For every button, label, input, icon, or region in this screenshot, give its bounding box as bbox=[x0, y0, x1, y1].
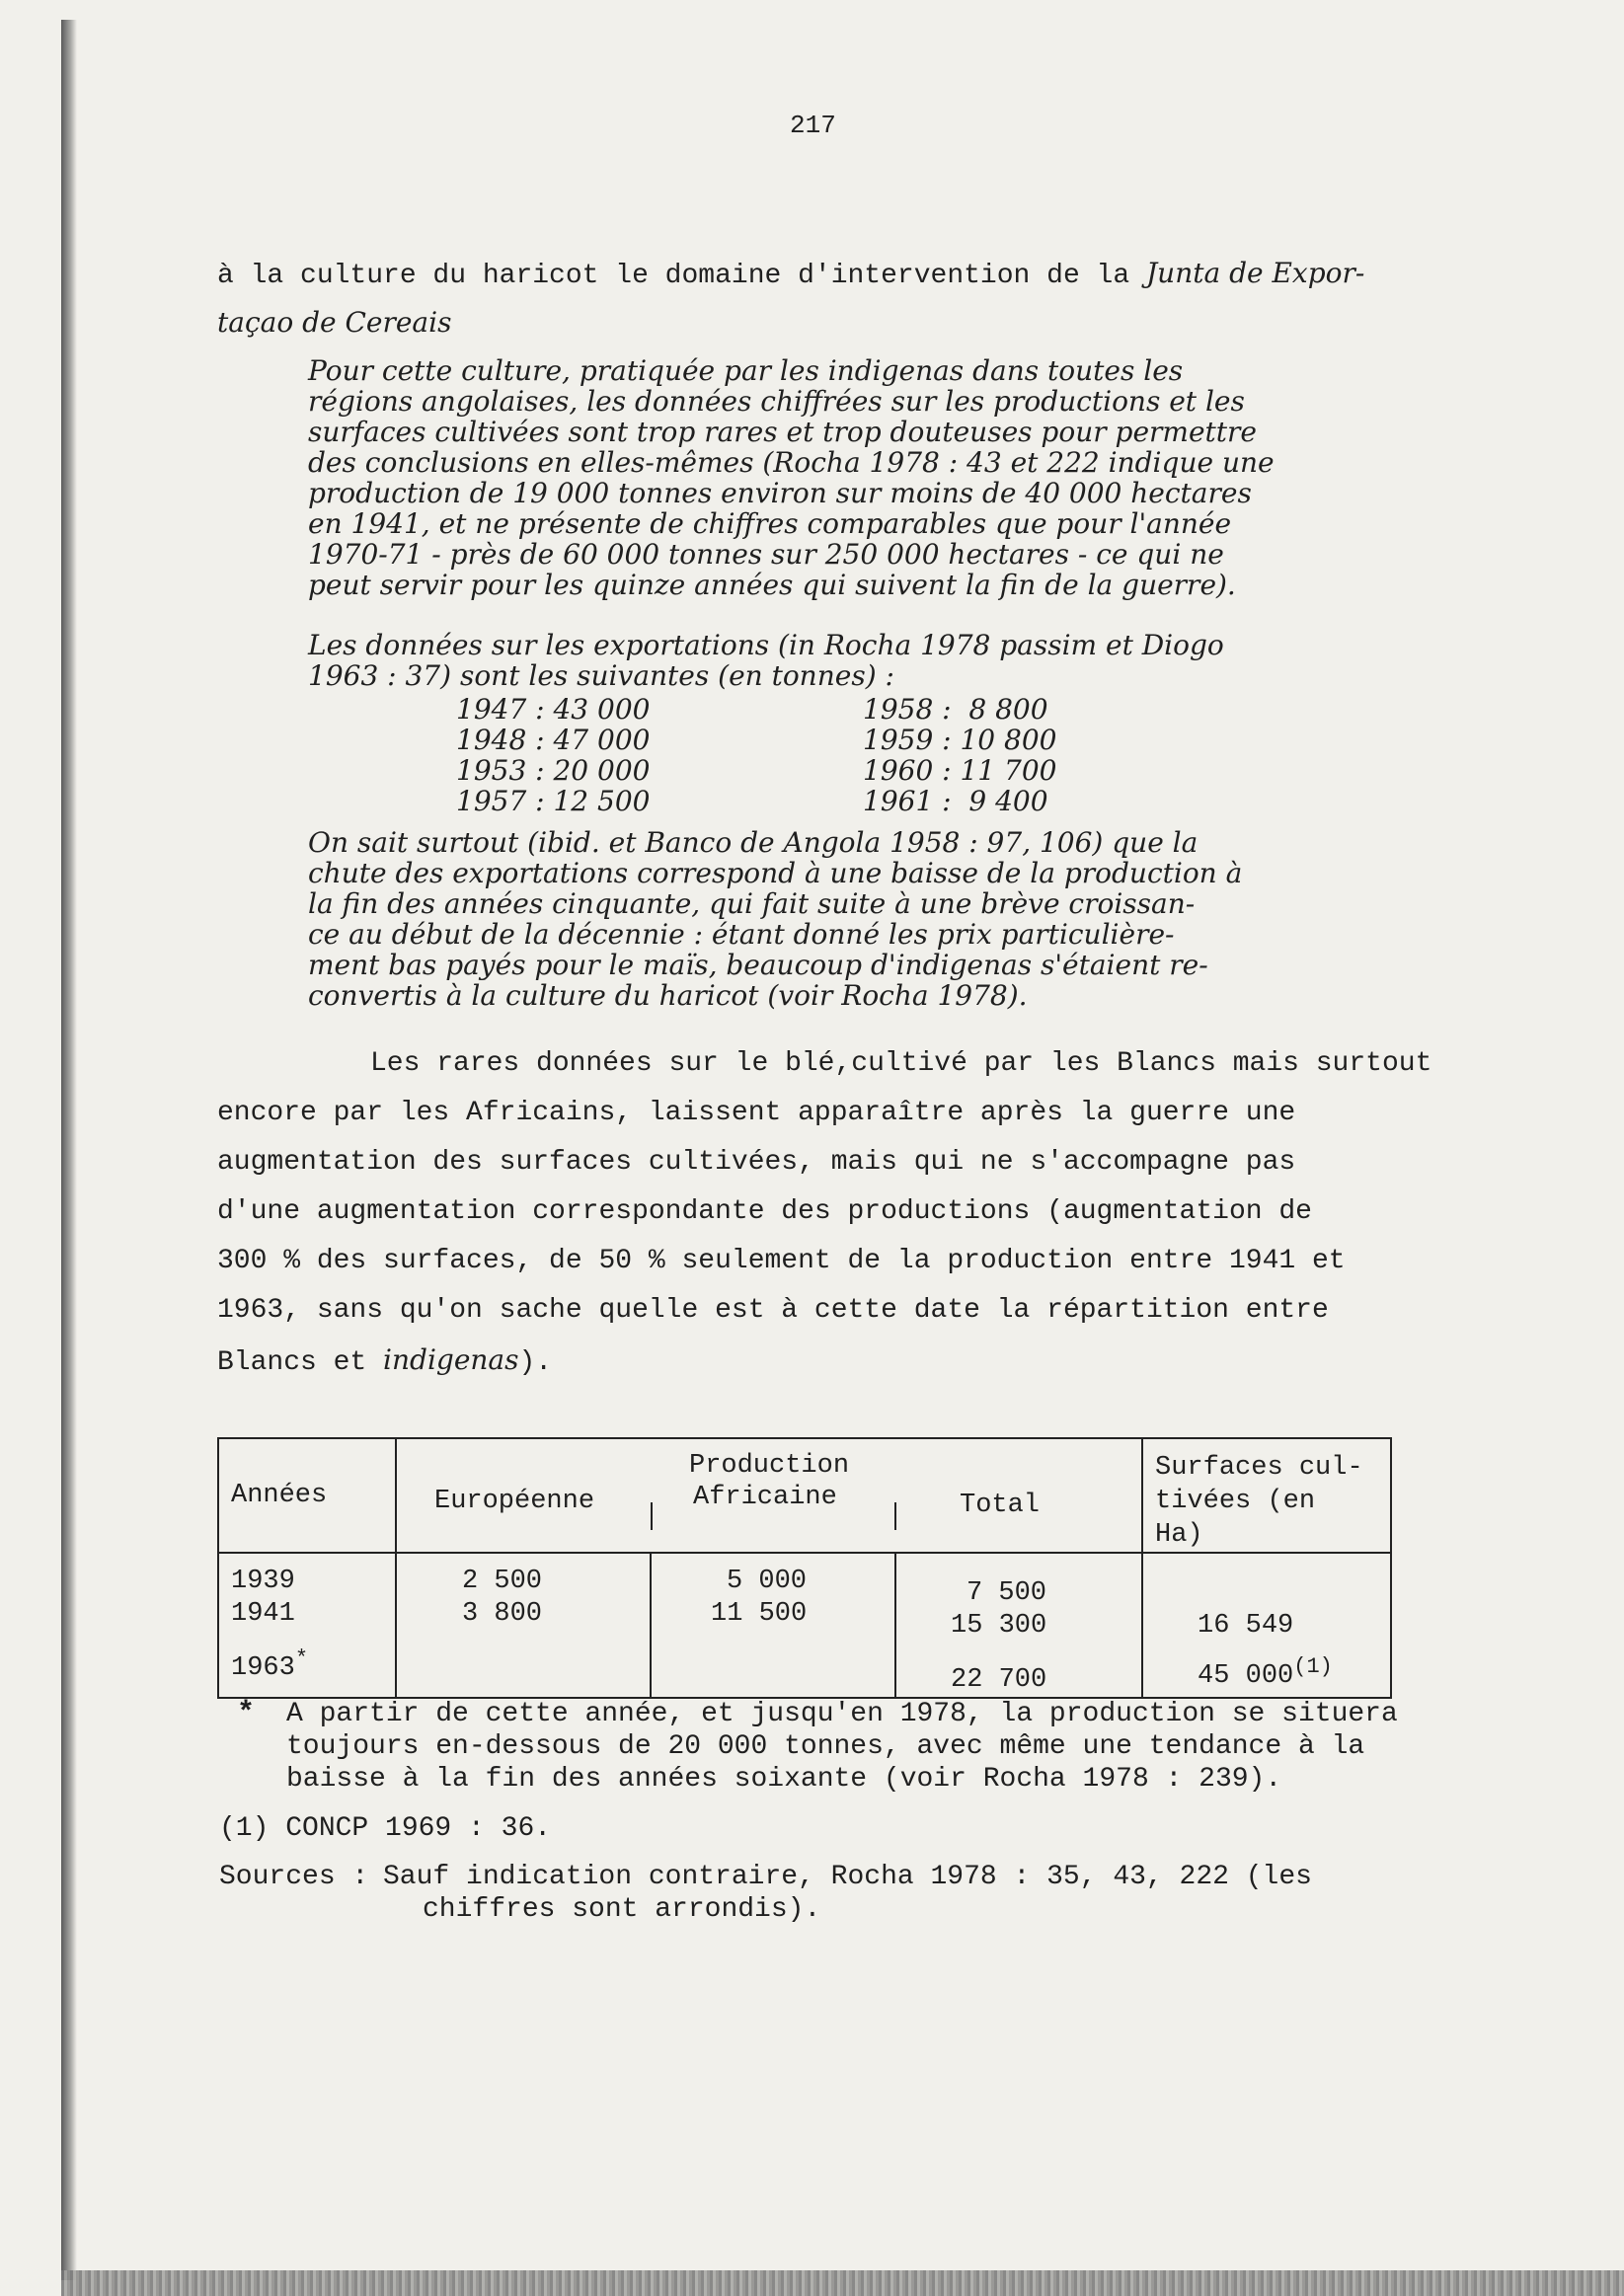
scan-left-shadow bbox=[61, 20, 77, 2280]
paragraph-text: Blancs et bbox=[217, 1347, 384, 1378]
export-entry: 1948 : 47 000 bbox=[456, 724, 651, 756]
quote-line: 1970-71 - près de 60 000 tonnes sur 250 000 hectares - ce qui ne bbox=[308, 538, 1224, 571]
cell-afr: 11 500 bbox=[711, 1599, 808, 1629]
paragraph-text: ). bbox=[518, 1347, 553, 1378]
cell-year: 1939 bbox=[231, 1567, 295, 1596]
quote-line: ce au début de la décennie : étant donné les prix particulière- bbox=[308, 918, 1175, 951]
quote-line: chute des exportations correspond à une baisse de la production à bbox=[308, 857, 1243, 889]
quote-line: On sait surtout (ibid. et Banco de Angola 1958 : 97, 106) que la bbox=[308, 826, 1199, 859]
export-entry: 1958 : 8 800 bbox=[863, 693, 1048, 726]
sources-text bbox=[383, 1861, 1312, 1926]
header-production: Production bbox=[689, 1451, 850, 1481]
header-divider bbox=[651, 1502, 653, 1530]
quote-line: peut servir pour les quinze années qui suivent la fin de la guerre). bbox=[308, 569, 1236, 601]
exports-left-column bbox=[456, 694, 650, 816]
paragraph-line: augmentation des surfaces cultivées, mais qui ne s'accompagne pas bbox=[217, 1147, 1296, 1178]
footnote-star-text bbox=[286, 1698, 1398, 1796]
export-entry: 1947 : 43 000 bbox=[456, 693, 651, 726]
footnote-line: baisse à la fin des années soixante (voir Rocha 1978 : 239). bbox=[286, 1764, 1282, 1795]
quote-line: Les données sur les exportations (in Rocha 1978 passim et Diogo bbox=[308, 629, 1224, 661]
cell-total: 7 500 bbox=[967, 1578, 1047, 1608]
quote-paragraph-1 bbox=[308, 355, 1275, 600]
col-years bbox=[218, 1553, 396, 1698]
wheat-production-table bbox=[217, 1437, 1392, 1699]
paragraph-italic: indigenas bbox=[383, 1343, 519, 1376]
cell-surf: 16 549 bbox=[1198, 1611, 1294, 1641]
col-surfaces bbox=[1142, 1553, 1391, 1698]
col-africaine bbox=[651, 1553, 895, 1698]
paragraph-line: d'une augmentation correspondante des productions (augmentation de bbox=[217, 1196, 1312, 1227]
intro-italic: Junta de Expor- bbox=[1145, 257, 1365, 289]
quote-line: 1963 : 37) sont les suivantes (en tonnes) : bbox=[308, 659, 894, 692]
header-total: Total bbox=[960, 1491, 1041, 1520]
quote-paragraph-3 bbox=[308, 827, 1242, 1011]
header-surfaces: Surfaces cul- tivées (en Ha) bbox=[1142, 1438, 1391, 1553]
footnote-1: (1) CONCP 1969 : 36. bbox=[219, 1813, 552, 1844]
footnote-line: toujours en-dessous de 20 000 tonnes, avec même une tendance à la bbox=[286, 1731, 1365, 1762]
footnote-line: A partir de cette année, et jusqu'en 1978, la production se situera bbox=[286, 1699, 1398, 1729]
quote-line: ment bas payés pour le maïs, beaucoup d'indigenas s'étaient re- bbox=[308, 949, 1208, 981]
quote-line: régions angolaises, les données chiffrées sur les productions et les bbox=[308, 385, 1245, 418]
paragraph-line: 300 % des surfaces, de 50 % seulement de la production entre 1941 et bbox=[217, 1246, 1346, 1276]
cell-total: 15 300 bbox=[951, 1611, 1047, 1641]
quote-line: Pour cette culture, pratiquée par les indigenas dans toutes les bbox=[308, 354, 1184, 387]
quote-line: la fin des années cinquante, qui fait suite à une brève croissan- bbox=[308, 887, 1196, 920]
quote-line: surfaces cultivées sont trop rares et trop douteuses pour permettre bbox=[308, 416, 1257, 448]
paragraph-line: encore par les Africains, laissent apparaître après la guerre une bbox=[217, 1098, 1296, 1128]
export-entry: 1961 : 9 400 bbox=[863, 785, 1048, 817]
cell-total: 22 700 bbox=[951, 1665, 1047, 1695]
header-divider bbox=[894, 1502, 896, 1530]
col-total bbox=[895, 1553, 1142, 1698]
table-body-row bbox=[218, 1553, 1391, 1698]
paragraph-line: 1963, sans qu'on sache quelle est à cette date la répartition entre bbox=[217, 1295, 1329, 1326]
scan-bottom-edge bbox=[61, 2270, 1624, 2296]
col-europeenne bbox=[396, 1553, 651, 1698]
sources-line: chiffres sont arrondis). bbox=[423, 1894, 821, 1925]
export-entry: 1960 : 11 700 bbox=[863, 754, 1057, 787]
export-entry: 1953 : 20 000 bbox=[456, 754, 651, 787]
footnote-star-symbol: * bbox=[237, 1697, 256, 1730]
exports-right-column bbox=[863, 694, 1056, 816]
quote-line: en 1941, et ne présente de chiffres comparables que pour l'année bbox=[308, 507, 1232, 540]
quote-line: convertis à la culture du haricot (voir Rocha 1978). bbox=[308, 979, 1028, 1012]
intro-text: à la culture du haricot le domaine d'intervention de la bbox=[217, 261, 1146, 291]
cell-year: 1941 bbox=[231, 1599, 295, 1629]
paragraph-line: Les rares données sur le blé,cultivé par les Blancs mais surtout bbox=[370, 1048, 1432, 1079]
page-number: 217 bbox=[790, 111, 836, 140]
cell-year: 1963* bbox=[231, 1646, 309, 1683]
intro-line-1 bbox=[217, 249, 1364, 301]
cell-surf: 45 000$^{(1)}$ bbox=[1198, 1654, 1333, 1691]
cell-eur: 2 500 bbox=[462, 1567, 543, 1596]
paragraph-line bbox=[217, 1336, 1431, 1388]
sources-line: Sauf indication contraire, Rocha 1978 : 35, 43, 222 (les bbox=[383, 1862, 1312, 1892]
cell-eur: 3 800 bbox=[462, 1599, 543, 1629]
cell-afr: 5 000 bbox=[727, 1567, 808, 1596]
header-europeenne: Européenne bbox=[434, 1487, 595, 1516]
header-production-group bbox=[396, 1438, 1142, 1553]
sources-label: Sources : bbox=[219, 1862, 369, 1892]
main-paragraph bbox=[217, 1039, 1431, 1388]
header-africaine: Africaine bbox=[693, 1483, 837, 1512]
header-annees: Années bbox=[218, 1438, 396, 1553]
intro-line-2: taçao de Cereais bbox=[217, 306, 452, 339]
quote-paragraph-2 bbox=[308, 630, 1224, 691]
export-entry: 1959 : 10 800 bbox=[863, 724, 1057, 756]
export-entry: 1957 : 12 500 bbox=[456, 785, 651, 817]
quote-line: production de 19 000 tonnes environ sur moins de 40 000 hectares bbox=[308, 477, 1252, 509]
quote-line: des conclusions en elles-mêmes (Rocha 1978 : 43 et 222 indique une bbox=[308, 446, 1275, 479]
table-header-row bbox=[218, 1438, 1391, 1553]
